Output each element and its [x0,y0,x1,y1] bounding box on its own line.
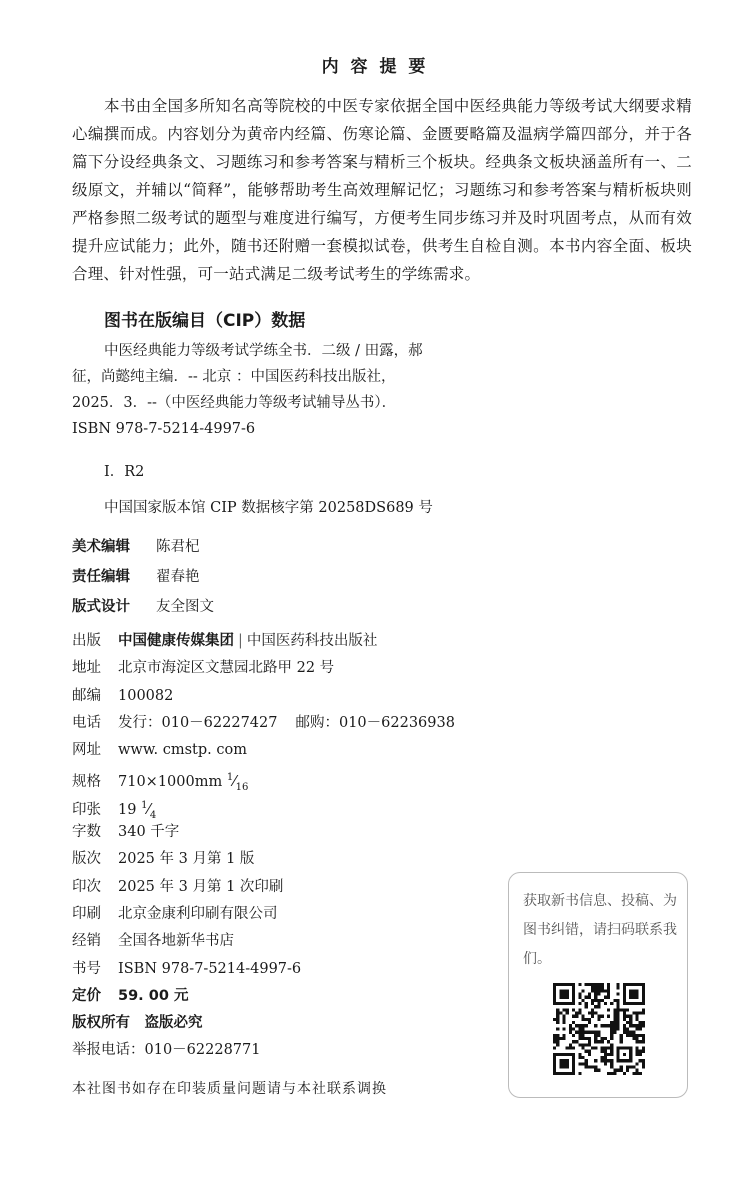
website-label: 网址 [72,742,101,759]
words-value: 340 千字 [118,824,180,841]
quality-notice: 本社图书如存在印装质量问题请与本社联系调换 [72,1081,387,1097]
website-value: www. cmstp. com [118,742,247,759]
printing-row [72,874,455,901]
price-value: 59. 00 元 [118,987,189,1004]
isbn-label: 书号 [72,960,101,977]
copyright-row [72,1010,455,1037]
sheets-value: 19 [118,801,137,818]
publisher-group: 中国健康传媒集团 [118,633,234,649]
sheets-fraction: $^1⁄_4$ [141,799,157,821]
staff-name: 陈君杞 [156,539,200,555]
staff-role: 版式设计 [72,599,130,615]
cip-entry-line: ISBN 978-7-5214-4997-6 [72,421,256,437]
price-row [72,983,455,1010]
isbn-row [72,956,455,983]
report-phone: 举报电话：010－62228771 [72,1042,261,1059]
address-label: 地址 [72,660,101,677]
edition-row [72,846,455,873]
staff-name: 友全图文 [156,599,214,615]
edition-value: 2025 年 3 月第 1 版 [118,851,255,868]
cip-entry-line: 中医经典能力等级考试学练全书．二级 / 田露，郝 [104,343,423,359]
publisher-row [72,628,455,655]
publication-info [72,628,455,1065]
distributor-row [72,928,455,955]
format-fraction: $^1⁄_{16}$ [226,772,249,794]
format-row [72,764,455,794]
distributor-label: 经销 [72,933,101,950]
distributor-value: 全国各地新华书店 [118,933,234,950]
website-row [72,737,455,764]
publisher-label: 出版 [72,633,101,649]
cip-title: 图书在版编目（CIP）数据 [104,311,306,331]
report-phone-row [72,1037,455,1064]
words-label: 字数 [72,824,101,841]
publisher-separator: | [238,633,243,649]
staff-row [72,532,214,562]
address-row [72,655,455,682]
printer-row [72,901,455,928]
copyright-notice: 版权所有 盗版必究 [72,1015,203,1032]
phone-mail: 邮购：010－62236938 [295,714,455,731]
cip-entry-line: 征，尚懿纯主编．-- 北京 ：中国医药科技出版社， [72,369,396,385]
phone-issue: 发行：010－62227427 [118,714,278,731]
printer-label: 印刷 [72,905,101,922]
edition-label: 版次 [72,851,101,868]
abstract-body: 本书由全国多所知名高等院校的中医专家依据全国中医经典能力等级考试大纲要求精心编撰而成。内容划分为黄帝内经篇、伤寒论篇、金匮要略篇及温病学篇四部分，并于各篇下分设经典条文、习题练习和参考答案与精析三个板块。经典条文板块涵盖所有一、二级原文，并辅以“简释”，能够帮助考生高效理解记忆；习题练习和参考答案与精析板块则严格参照二级考试的题型与难度进行编写，方便考生同步练习并及时巩固考点，从而有效提升应试能力；此外，随书还附赠一套模拟试卷，供考生自检自测。本书内容全面、板块合理、针对性强，可一站式满足二级考试考生的学练需求。 [72,97,692,283]
staff-credits [72,532,214,622]
phone-label: 电话 [72,714,101,731]
format-value: 710×1000mm [118,774,223,791]
address-value: 北京市海淀区文慧园北路甲 22 号 [118,660,335,677]
qr-contact-box [508,872,688,1098]
abstract-title: 内 容 提 要 [321,57,429,77]
phone-row [72,710,455,737]
words-row [72,819,455,846]
cip-record-number: 中国国家版本馆 CIP 数据核字第 20258DS689 号 [104,500,433,516]
sheets-row [72,792,455,819]
staff-role: 责任编辑 [72,569,130,585]
postcode-value: 100082 [118,687,174,704]
staff-row [72,562,214,592]
postcode-label: 邮编 [72,687,101,704]
printing-label: 印次 [72,878,101,895]
printing-value: 2025 年 3 月第 1 次印刷 [118,878,284,895]
publisher-name: 中国医药科技出版社 [246,633,378,649]
format-label: 规格 [72,774,101,791]
staff-row [72,592,214,622]
isbn-value: ISBN 978-7-5214-4997-6 [118,960,302,977]
staff-role: 美术编辑 [72,539,130,555]
sheets-label: 印张 [72,801,101,818]
cip-entry [72,338,452,442]
qr-code-icon[interactable] [553,983,645,1075]
cip-entry-line: 2025．3．--（中医经典能力等级考试辅导丛书）． [72,395,397,411]
qr-caption: 获取新书信息、投稿、为图书纠错，请扫码联系我们。 [523,893,677,967]
staff-name: 翟春艳 [156,569,200,585]
postcode-row [72,683,455,710]
price-label: 定价 [72,987,101,1004]
cip-classification: Ⅰ．R2 [104,464,145,480]
printer-value: 北京金康利印刷有限公司 [118,905,278,922]
